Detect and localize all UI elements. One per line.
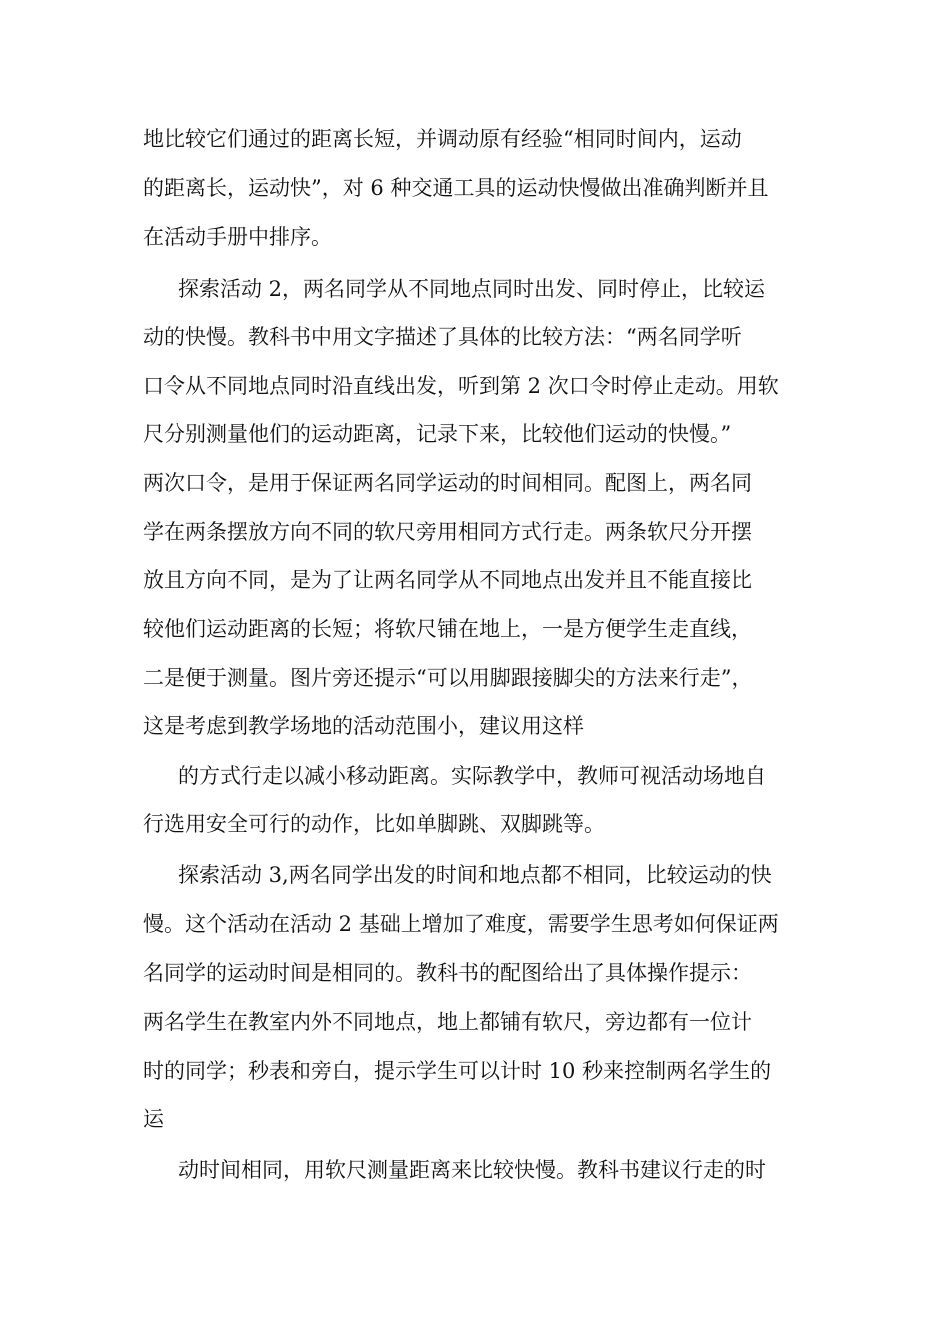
text-line: 地比较它们通过的距离长短，并调动原有经验“相同时间内，运动 bbox=[143, 127, 742, 151]
text-line: 这是考虑到教学场地的活动范围小，建议用这样 bbox=[143, 714, 584, 738]
paragraph-start-line: 探索活动 2，两名同学从不同地点同时出发、同时停止，比较运 bbox=[178, 277, 766, 301]
paragraph-start-line: 的方式行走以减小移动距离。实际教学中，教师可视活动场地自 bbox=[178, 764, 766, 788]
text-line: 二是便于测量。图片旁还提示“可以用脚跟接脚尖的方法来行走”， bbox=[143, 666, 753, 690]
text-line: 动的快慢。教科书中用文字描述了具体的比较方法：“两名同学听 bbox=[143, 325, 742, 349]
text-line: 口令从不同地点同时沿直线出发，听到第 2 次口令时停止走动。用软 bbox=[143, 374, 779, 398]
text-line: 较他们运动距离的长短；将软尺铺在地上，一是方便学生走直线， bbox=[143, 617, 752, 641]
text-line: 运 bbox=[143, 1107, 164, 1131]
text-line: 名同学的运动时间是相同的。教科书的配图给出了具体操作提示： bbox=[143, 961, 752, 985]
text-line: 在活动手册中排序。 bbox=[143, 225, 332, 249]
text-line: 时的同学；秒表和旁白，提示学生可以计时 10 秒来控制两名学生的 bbox=[143, 1059, 772, 1083]
text-line: 两次口令，是用于保证两名同学运动的时间相同。配图上，两名同 bbox=[143, 471, 752, 495]
text-line: 放且方向不同，是为了让两名同学从不同地点出发并且不能直接比 bbox=[143, 568, 752, 592]
text-line: 行选用安全可行的动作，比如单脚跳、双脚跳等。 bbox=[143, 812, 605, 836]
text-line: 的距离长，运动快”，对 6 种交通工具的运动快慢做出准确判断并且 bbox=[143, 176, 769, 200]
paragraph-start-line: 动时间相同，用软尺测量距离来比较快慢。教科书建议行走的时 bbox=[178, 1158, 766, 1182]
text-line: 两名学生在教室内外不同地点，地上都铺有软尺，旁边都有一位计 bbox=[143, 1010, 752, 1034]
text-line: 尺分别测量他们的运动距离，记录下来，比较他们运动的快慢。” bbox=[143, 422, 732, 446]
paragraph-start-line: 探索活动 3,两名同学出发的时间和地点都不相同，比较运动的快 bbox=[178, 863, 772, 887]
text-line: 学在两条摆放方向不同的软尺旁用相同方式行走。两条软尺分开摆 bbox=[143, 520, 752, 544]
text-line: 慢。这个活动在活动 2 基础上增加了难度，需要学生思考如何保证两 bbox=[143, 912, 779, 936]
